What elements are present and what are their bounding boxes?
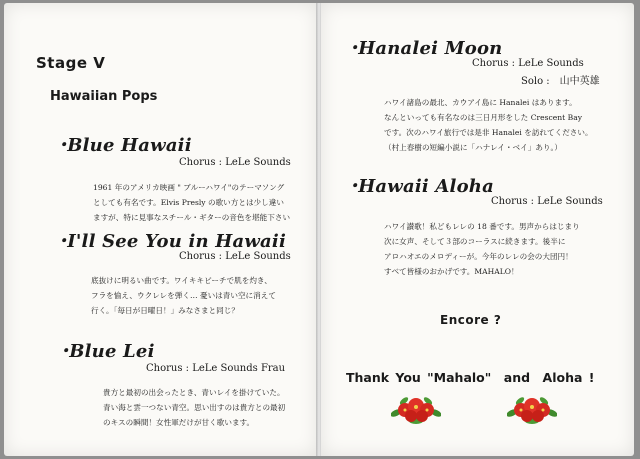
description-line: 底抜けに明るい曲です。ワイキキビーチで肌を灼き、 [91,276,272,285]
description-line: です。次のハワイ旅行では是非 Hanalei を訪れてください。 [384,128,593,137]
hibiscus-lei-icon [507,393,557,427]
song-title-hanalei-moon: ･Hanalei Moon [349,38,503,59]
description-line: 行く。「毎日が日曜日！」みなさまと同じ？ [91,306,239,315]
description-line: 1961 年のアメリカ映画 " ブルーハワイ"のテーマソング [93,183,285,192]
description-line: ハワイ諸島の最北、カウアイ島に Hanalei はあります。 [384,98,577,107]
song-chorus: Chorus : LeLe Sounds [491,196,603,207]
thank-you-text: Thank You "Mahalo" and Aloha ! [346,370,595,385]
description-line: （村上春樹の短編小説に「ハナレイ・ベイ」あり。） [384,143,562,152]
song-description [93,180,313,225]
description-line: アロハオエのメロディーが。今年のレレの会の大団円！ [384,252,573,261]
song-title-blue-lei: ･Blue Lei [60,341,155,362]
song-description [91,273,311,318]
description-line: 青い海と雲一つない青空。思い出すのは貴方との最初 [103,403,286,412]
song-description [384,219,624,279]
song-title-hawaii-aloha: ･Hawaii Aloha [349,176,494,197]
hibiscus-lei-icon [391,393,441,427]
encore-text: Encore ? [440,313,502,327]
song-chorus: Chorus : LeLe Sounds [179,251,291,262]
song-solo: Solo : 山中英雄 [521,76,600,87]
description-line: ますが、特に見事なスチール・ギターの音色を堪能下さい [93,213,291,222]
song-chorus: Chorus : LeLe Sounds [179,157,291,168]
description-line: 次に女声、そして３部のコーラスに続きます。後半に [384,237,566,246]
description-line: ハワイ讃歌！私どもレレの 18 番です。男声からはじまり [384,222,580,231]
song-title-blue-hawaii: ･Blue Hawaii [58,135,192,156]
song-title-ill-see-you-in-hawaii: ･I'll See You in Hawaii [58,231,286,252]
description-line: としても有名です。Elvis Presly の歌い方とは少し違い [93,198,284,207]
description-line: のキスの瞬間！女性軍だけが甘く歌います。 [103,418,255,427]
description-line: フラを愉え、ウクレレを弾く… 憂いは青い空に消えて [91,291,276,300]
song-description [103,385,313,430]
description-line: すべて皆様のおかげです。MAHALO！ [384,267,519,276]
song-chorus: Chorus : LeLe Sounds Frau [146,363,286,374]
song-chorus: Chorus : LeLe Sounds [472,58,584,69]
description-line: 貴方と最初の出会ったとき、青いレイを掛けていた。 [103,388,285,397]
song-description [384,95,629,155]
description-line: なんといっても有名なのは三日月形をした Crescent Bay [384,113,583,122]
stage-title: Stage Ⅴ [36,54,106,72]
section-title: Hawaiian Pops [50,89,158,104]
